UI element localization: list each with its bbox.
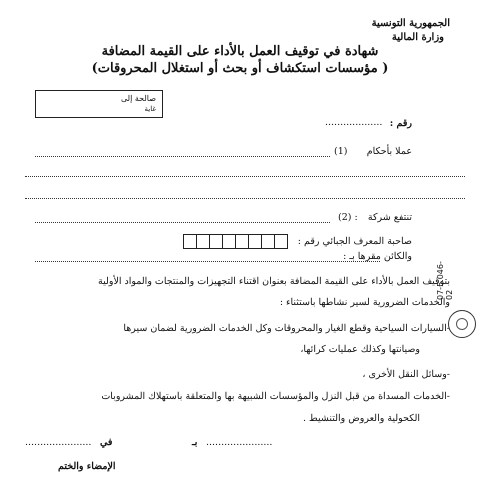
legal-basis-field-2[interactable] xyxy=(25,176,465,177)
ministry-header: وزارة المالية xyxy=(391,32,444,43)
company-field[interactable] xyxy=(35,222,330,223)
number-field[interactable]: ................... xyxy=(325,117,383,128)
validity-until-label: غاية xyxy=(144,105,156,113)
tax-id-cell[interactable] xyxy=(235,234,249,249)
legal-basis-label: عملا بأحكام xyxy=(366,146,412,157)
certificate-subtitle: ( مؤسسات استكشاف أو بحث أو استغلال المحروقات) xyxy=(91,61,389,76)
tax-id-cell[interactable] xyxy=(222,234,236,249)
address-field[interactable] xyxy=(35,261,380,262)
suspension-paragraph-line1: بتوقيف العمل بالأداء على القيمة المضافة بعنوان اقتناء التجهيزات والمنتجات والمواد الأولية xyxy=(98,276,450,287)
validity-box xyxy=(35,90,163,118)
exception-item-transport: -وسائل النقل الأخرى ، xyxy=(362,369,450,380)
address-label: والكائن مقرها بـ : xyxy=(343,251,412,262)
tax-id-cell[interactable] xyxy=(261,234,275,249)
stamp-seal-icon xyxy=(448,310,476,338)
tax-id-label: صاحبة المعرف الجبائي رقم : xyxy=(297,236,412,247)
number-label: رقم : xyxy=(389,118,412,129)
certificate-title: شهادة في توقيف العمل بالأداء على القيمة المضافة xyxy=(101,44,379,59)
tax-id-cell[interactable] xyxy=(183,234,197,249)
signature-label: الإمضاء والختم xyxy=(58,461,116,472)
date-field[interactable]: ...................... xyxy=(206,437,273,448)
exception-item-hotels: -الخدمات المسداة من قبل النزل والمؤسسات الشبيهة بها والمتعلقة باستهلاك المشروبات xyxy=(101,391,450,402)
suspension-paragraph-line2: والخدمات الضرورية لسير نشاطها باستثناء : xyxy=(279,297,450,308)
validity-label: صالحة إلى xyxy=(121,94,156,103)
company-note: (2) : xyxy=(338,212,358,223)
tax-id-cells[interactable] xyxy=(184,234,288,249)
place-label: في xyxy=(100,437,113,448)
date-label: بـ xyxy=(192,437,198,448)
tax-id-cell[interactable] xyxy=(274,234,288,249)
republic-header: الجمهورية التونسية xyxy=(371,18,450,29)
company-label: تنتفع شركة xyxy=(367,212,412,223)
exception-item-cars: -السيارات السياحية وقطع الغيار والمحروقات وكل الخدمات الضرورية لضمان سيرها xyxy=(123,323,450,334)
tax-id-cell[interactable] xyxy=(248,234,262,249)
exception-item-cars-continued: وصيانتها وكذلك عمليات كرائها، xyxy=(300,344,420,355)
side-code: 07-5.046-02 xyxy=(436,261,454,300)
place-field[interactable]: ...................... xyxy=(25,437,92,448)
exception-item-hotels-continued: الكحولية والعروض والتنشيط . xyxy=(303,413,420,424)
legal-basis-note: (1) xyxy=(334,146,348,157)
tax-id-cell[interactable] xyxy=(209,234,223,249)
legal-basis-field-3[interactable] xyxy=(25,198,465,199)
tax-id-cell[interactable] xyxy=(196,234,210,249)
legal-basis-field[interactable] xyxy=(35,156,330,157)
